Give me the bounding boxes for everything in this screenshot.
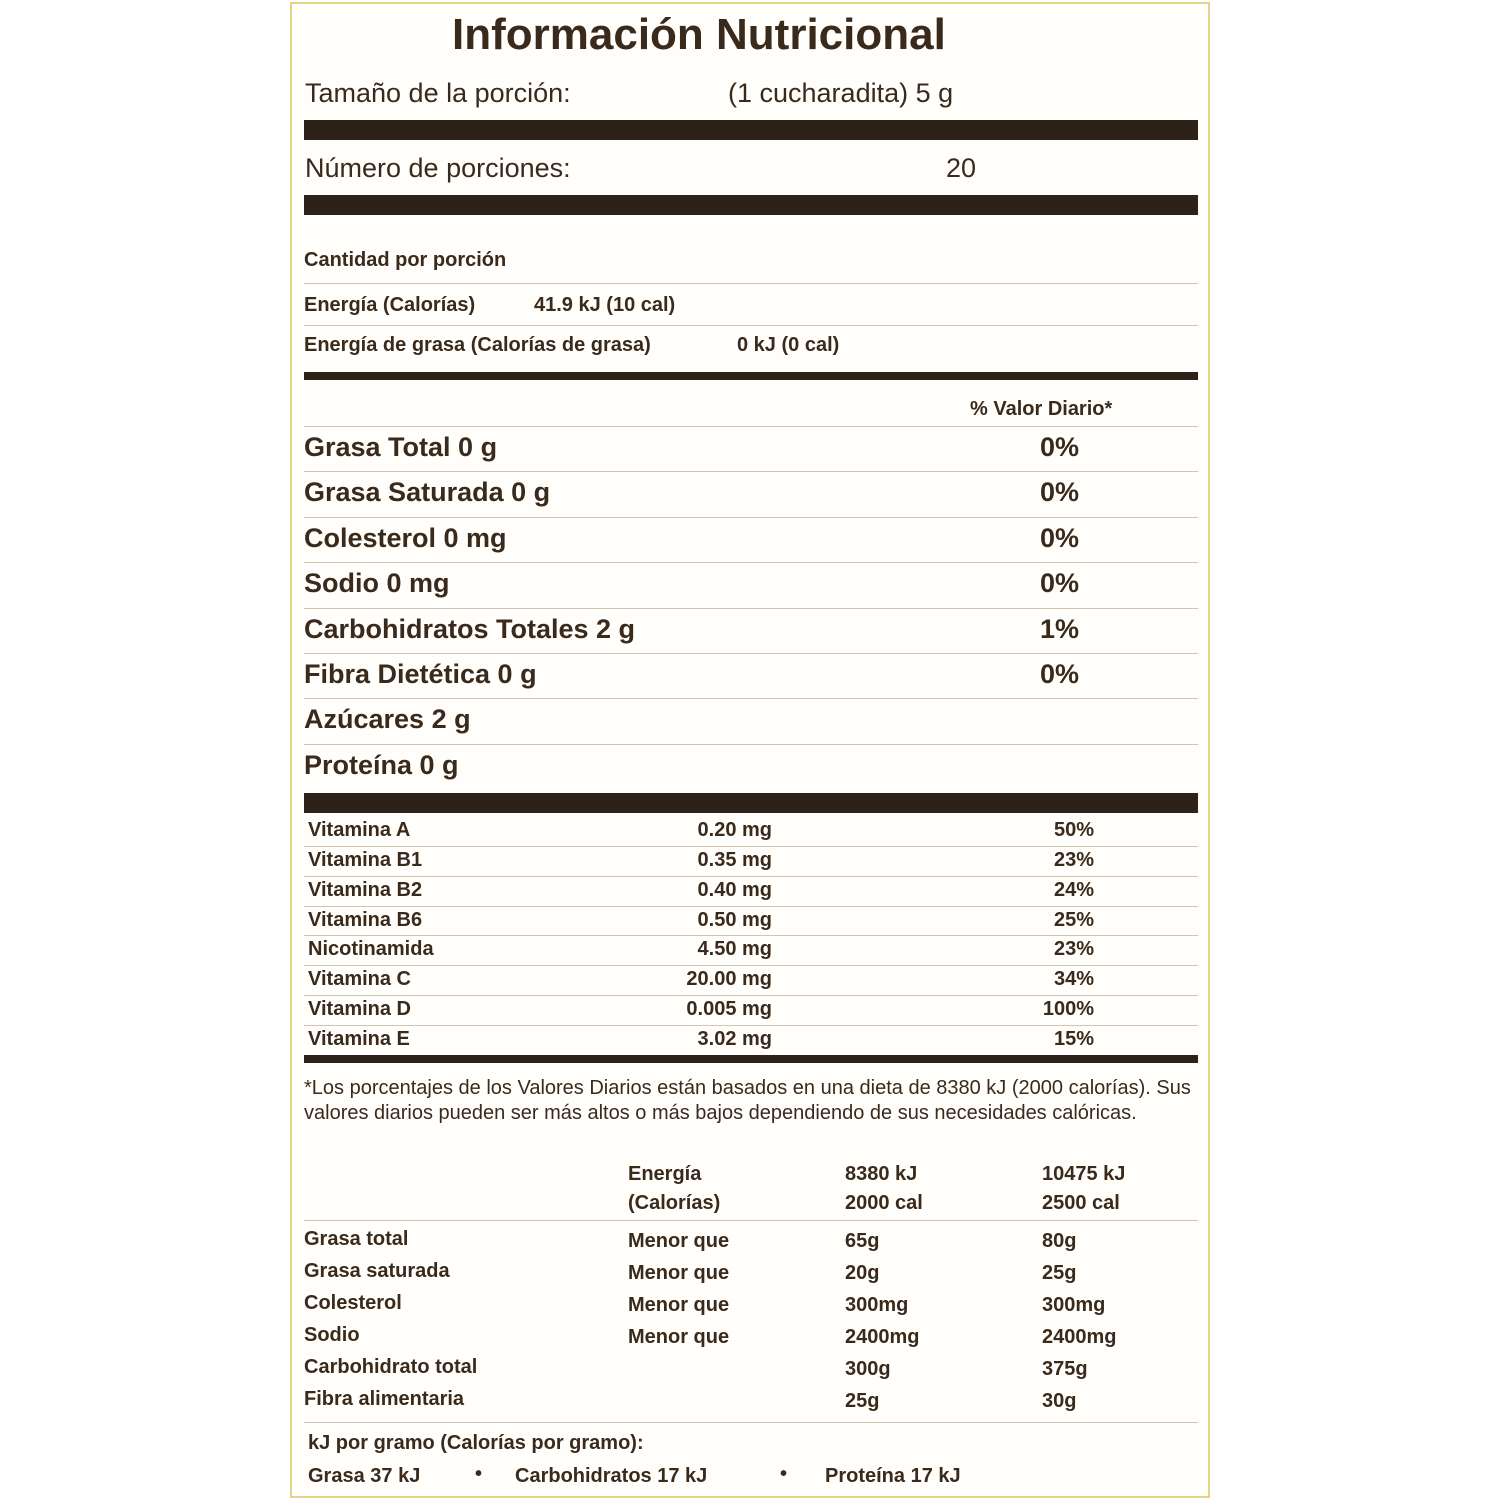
divider [304,608,1198,609]
thick-divider [304,120,1198,140]
vitamin-amount: 0.50 mg [697,909,772,931]
vitamin-name: Vitamina B6 [308,909,423,931]
dv-row-2000: 300g [845,1358,891,1380]
vitamin-amount: 3.02 mg [697,1028,772,1050]
vitamin-name: Vitamina E [308,1028,410,1050]
per-gram-protein: Proteína 17 kJ [825,1465,961,1487]
serving-size-value: (1 cucharadita) 5 g [728,78,954,108]
divider [304,562,1198,563]
thick-divider [304,793,1198,813]
serving-size-label: Tamaño de la porción: [305,78,571,108]
vitamin-name: Nicotinamida [308,938,434,960]
nutrient-dv: 0% [1040,568,1080,598]
fat-energy-label: Energía de grasa (Calorías de grasa) [304,334,651,356]
amount-per-serving: Cantidad por porción [304,249,507,271]
nutrient-dv: 0% [1040,432,1080,462]
vitamin-amount: 0.35 mg [697,849,772,871]
thick-divider [304,195,1198,215]
divider [304,935,1198,936]
per-gram-title: kJ por gramo (Calorías por gramo): [308,1432,644,1454]
divider [304,876,1198,877]
vitamin-dv: 23% [1053,938,1094,960]
divider [304,744,1198,745]
dv-row-2500: 375g [1042,1358,1088,1380]
nutrient-label: Proteína 0 g [304,750,459,780]
bullet-separator: • [780,1463,788,1485]
nutrient-dv: 0% [1040,477,1080,507]
dv-table-2000-header: 8380 kJ [845,1163,918,1185]
divider [304,471,1198,472]
divider [304,325,1198,326]
nutrient-dv: 0% [1040,659,1080,689]
divider [304,283,1198,284]
nutrient-dv: 1% [1040,614,1080,644]
dv-row-2500: 80g [1042,1230,1077,1252]
dv-row-2500: 30g [1042,1390,1077,1412]
nutrient-label: Colesterol 0 mg [304,523,507,553]
dv-row-2500: 2400mg [1042,1326,1117,1348]
divider [304,906,1198,907]
vitamin-name: Vitamina B2 [308,879,423,901]
dv-row-name: Sodio [304,1324,360,1346]
vitamin-dv: 24% [1053,879,1094,901]
vitamin-amount: 0.005 mg [686,998,772,1020]
bullet-separator: • [475,1463,483,1485]
nutrient-label: Grasa Total 0 g [304,432,498,462]
vitamin-dv: 25% [1053,909,1094,931]
dv-row-qualifier: Menor que [628,1326,730,1348]
nutrient-label: Azúcares 2 g [304,704,471,734]
divider [304,846,1198,847]
dv-row-qualifier: Menor que [628,1262,730,1284]
vitamin-dv: 15% [1053,1028,1094,1050]
vitamin-name: Vitamina D [308,998,411,1020]
dv-row-name: Carbohidrato total [304,1356,478,1378]
nutrient-label: Sodio 0 mg [304,568,450,598]
energy-value: 41.9 kJ (10 cal) [534,294,676,316]
dv-row-2000: 300mg [845,1294,909,1316]
medium-divider [304,372,1198,380]
divider [304,517,1198,518]
dv-row-2000: 25g [845,1390,880,1412]
label-title: Información Nutricional [452,10,946,59]
dv-row-qualifier: Menor que [628,1294,730,1316]
dv-table-energy-header: Energía [628,1163,702,1185]
dv-row-name: Grasa total [304,1228,409,1250]
dv-row-2000: 20g [845,1262,880,1284]
dv-table-2500-header-sub: 2500 cal [1042,1192,1120,1214]
vitamin-dv: 23% [1053,849,1094,871]
divider [304,653,1198,654]
dv-row-2500: 25g [1042,1262,1077,1284]
dv-row-qualifier: Menor que [628,1230,730,1252]
nutrient-label: Grasa Saturada 0 g [304,477,551,507]
daily-value-footnote: *Los porcentajes de los Valores Diarios están basados en una dieta de 8380 kJ (2000 calorías). Sus valores diarios pueden ser más altos o más bajos dependiendo de sus necesidades calóricas. [304,1077,1191,1124]
divider [304,995,1198,996]
fat-energy-value: 0 kJ (0 cal) [737,334,840,356]
daily-value-header: % Valor Diario* [970,398,1113,420]
divider [304,1422,1198,1423]
vitamin-dv: 100% [1042,998,1094,1020]
per-gram-carbs: Carbohidratos 17 kJ [515,1465,708,1487]
vitamin-amount: 4.50 mg [697,938,772,960]
nutrient-label: Carbohidratos Totales 2 g [304,614,636,644]
dv-row-2000: 65g [845,1230,880,1252]
dv-row-name: Grasa saturada [304,1260,450,1282]
dv-row-2000: 2400mg [845,1326,920,1348]
medium-divider [304,1055,1198,1063]
dv-row-name: Fibra alimentaria [304,1388,465,1410]
servings-count-label: Número de porciones: [305,153,571,183]
vitamin-name: Vitamina A [308,819,411,841]
dv-row-name: Colesterol [304,1292,402,1314]
vitamin-dv: 50% [1053,819,1094,841]
energy-label: Energía (Calorías) [304,294,476,316]
dv-table-energy-header-sub: (Calorías) [628,1192,721,1214]
nutrient-label: Fibra Dietética 0 g [304,659,537,689]
divider [304,1025,1198,1026]
divider [304,1220,1198,1221]
divider [304,698,1198,699]
vitamin-name: Vitamina C [308,968,411,990]
vitamin-name: Vitamina B1 [308,849,423,871]
nutrient-dv: 0% [1040,523,1080,553]
per-gram-fat: Grasa 37 kJ [308,1465,421,1487]
divider [304,965,1198,966]
dv-table-2000-header-sub: 2000 cal [845,1192,923,1214]
vitamin-amount: 0.20 mg [697,819,772,841]
vitamin-amount: 20.00 mg [686,968,772,990]
servings-count-value: 20 [946,153,977,183]
dv-row-2500: 300mg [1042,1294,1106,1316]
dv-table-2500-header: 10475 kJ [1042,1163,1126,1185]
vitamin-dv: 34% [1053,968,1094,990]
vitamin-amount: 0.40 mg [697,879,772,901]
divider [304,426,1198,427]
